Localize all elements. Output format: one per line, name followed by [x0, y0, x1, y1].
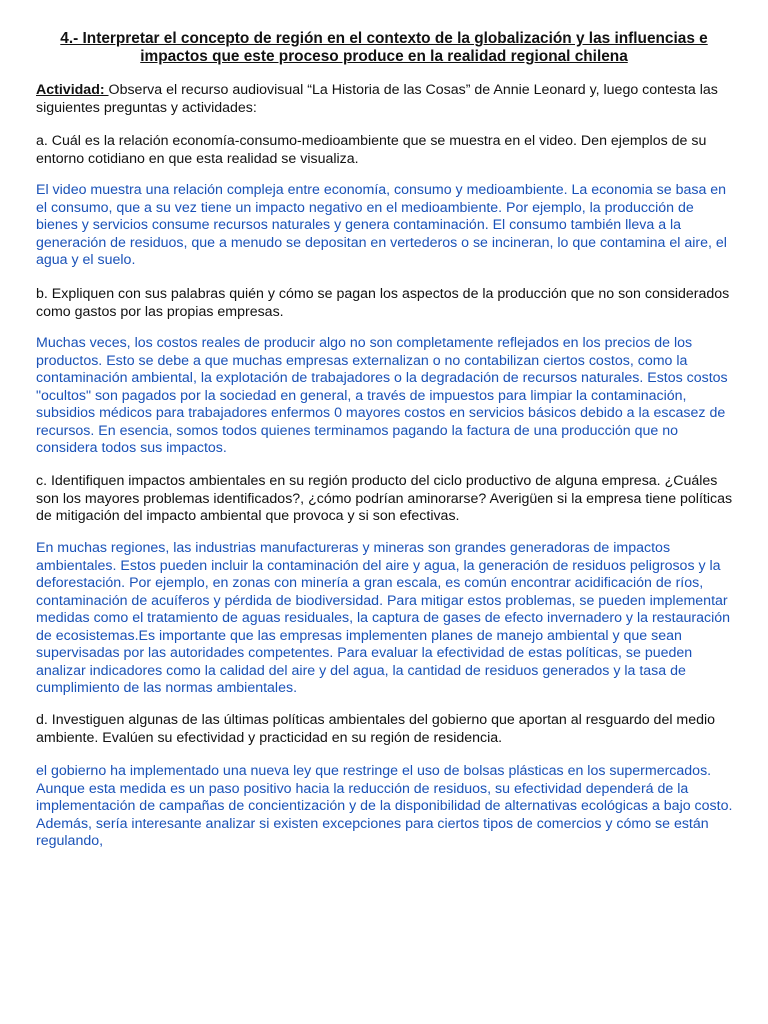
- question-c: c. Identifiquen impactos ambientales en su región producto del ciclo productivo de alguna empresa. ¿Cuáles son los mayores problemas identificados?, ¿cómo podrían aminorarse? Averigüen si la empresa tiene políticas de mitigación del impacto ambiental que provoca y si son efectivas.: [36, 473, 733, 524]
- question-b: b. Expliquen con sus palabras quién y cómo se pagan los aspectos de la producción que no son considerados como gastos por las propias empresas.: [36, 286, 730, 320]
- activity-text: Observa el recurso audiovisual “La Historia de las Cosas” de Annie Leonard y, luego contesta las siguientes preguntas y actividades:: [36, 82, 718, 116]
- document-title: 4.- Interpretar el concepto de región en el contexto de la globalización y las influencias e impactos que este proceso produce en la realidad regional chilena: [60, 30, 708, 65]
- activity-label: Actividad:: [36, 82, 109, 98]
- question-d: d. Investiguen algunas de las últimas políticas ambientales del gobierno que aportan al resguardo del medio ambiente. Evalúen su efectividad y practicidad en su región de residencia.: [36, 712, 716, 746]
- answer-b: Muchas veces, los costos reales de producir algo no son completamente reflejados en los precios de los productos. Esto se debe a que muchas empresas externalizan o no contabilizan ciertos costos, como la contaminación ambiental, la explotación de trabajadores o la degradación de recursos naturales. Estos costos "ocultos" son pagados por la sociedad en general, a través de impuestos para limpiar la contaminación, subsidios médicos para trabajadores enfermos 0 mayores costos en servicios básicos debido a la escasez de recursos. En esencia, somos todos quienes terminamos pagando la factura de una producción que no considera todos sus impactos.: [36, 335, 728, 456]
- activity-instruction: [36, 82, 736, 117]
- answer-c: En muchas regiones, las industrias manufactureras y mineras son grandes generadoras de impactos ambientales. Estos pueden incluir la contaminación del aire y agua, la generación de residuos peligrosos y la deforestación. Por ejemplo, en zonas con minería a gran escala, es común encontrar acidificación de ríos, contaminación de acuíferos y pérdida de biodiversidad. Para mitigar estos problemas, se pueden implementar medidas como el tratamiento de aguas residuales, la captura de gases de efecto invernadero y la restauración de ecosistemas.Es importante que las empresas implementen planes de manejo ambiental y que sean supervisadas por las autoridades competentes. Para evaluar la efectividad de estas políticas, se pueden analizar indicadores como la calidad del aire y del agua, la cantidad de residuos generados y la tasa de cumplimiento de las normas ambientales.: [36, 540, 731, 696]
- answer-d: el gobierno ha implementado una nueva ley que restringe el uso de bolsas plásticas en los supermercados. Aunque esta medida es un paso positivo hacia la reducción de residuos, su efectividad dependerá de la implementación de campañas de concientización y de la disponibilidad de alternativas ecológicas a bajo costo. Además, sería interesante analizar si existen excepciones para ciertos tipos de comercios y cómo se están regulando,: [36, 763, 733, 849]
- answer-a: El video muestra una relación compleja entre economía, consumo y medioambiente. La economia se basa en el consumo, que a su vez tiene un impacto negativo en el medioambiente. Por ejemplo, la producción de bienes y servicios consume recursos naturales y genera contaminación. El consumo también lleva a la generación de residuos, que a menudo se depositan en vertederos o se incineran, lo que contamina el aire, el agua y el suelo.: [36, 182, 727, 268]
- question-a: a. Cuál es la relación economía-consumo-medioambiente que se muestra en el video. Den ejemplos de su entorno cotidiano en que esta realidad se visualiza.: [36, 133, 707, 167]
